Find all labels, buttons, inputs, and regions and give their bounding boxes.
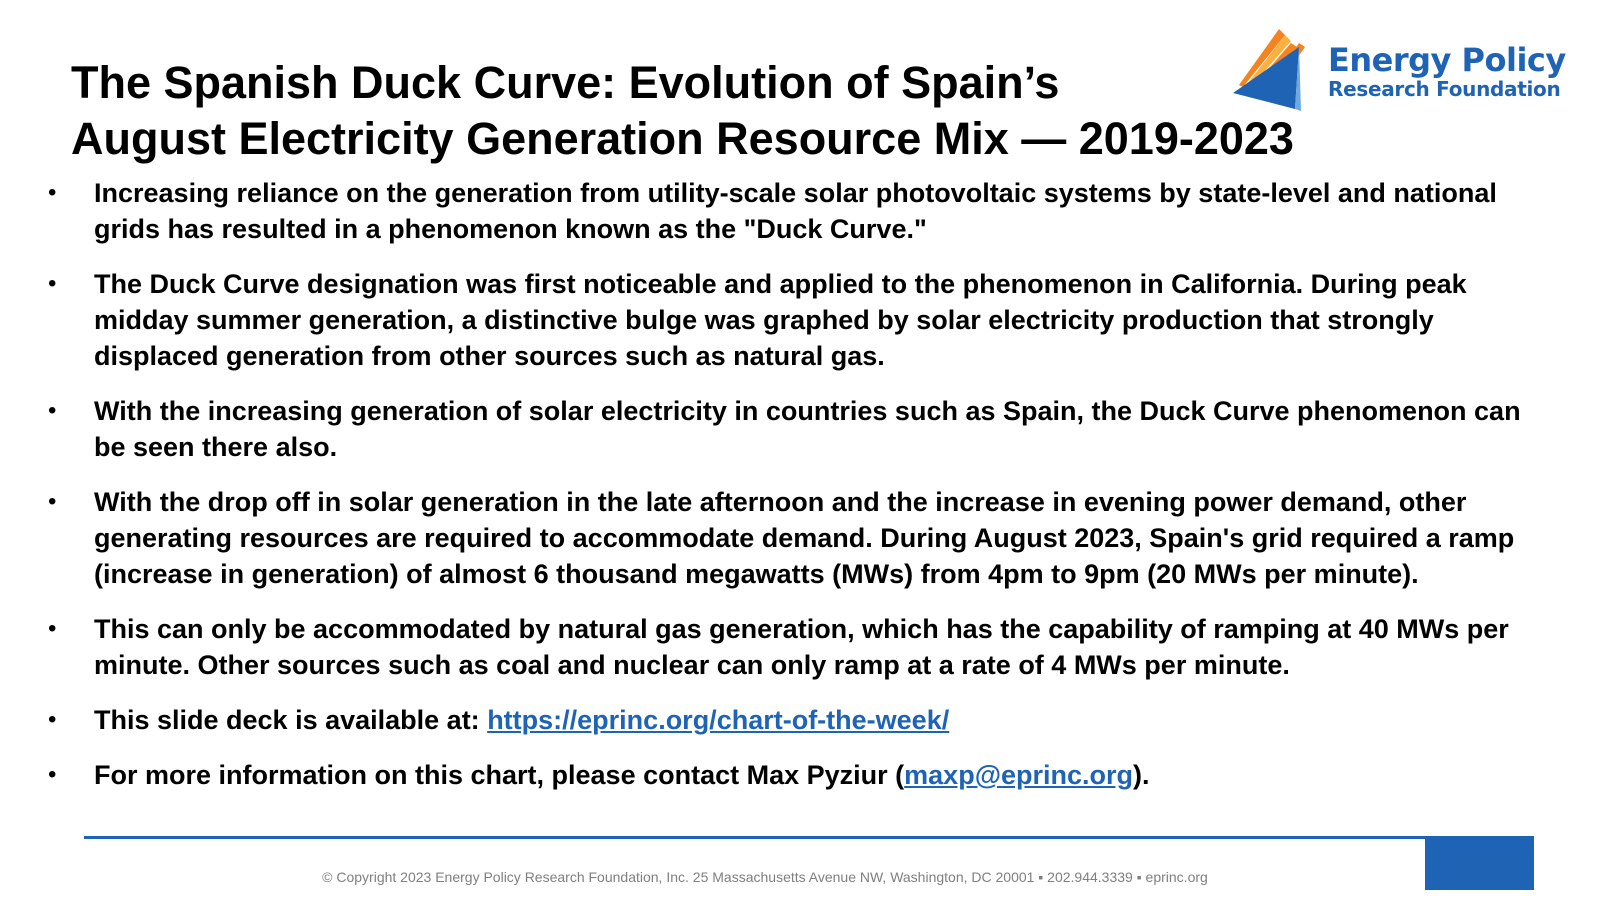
- contact-text: For more information on this chart, please contact Max Pyziur (: [94, 760, 905, 790]
- contact-email-link[interactable]: maxp@eprinc.org: [904, 760, 1134, 790]
- epirf-logo-icon: [1233, 25, 1325, 113]
- bullet-marker: •: [48, 179, 57, 206]
- logo-wordmark: [1328, 43, 1566, 101]
- bullet-marker: •: [48, 488, 57, 515]
- bullet-text: This can only be accommodated by natural gas generation, which has the capability of ramping at 40 MWs per minute. Other sources such as coal and nuclear can only ramp at a rate of 4 MWs per minute.: [94, 614, 1509, 680]
- logo-line-2: Research Foundation: [1328, 77, 1561, 101]
- footer-divider: [84, 836, 1425, 839]
- slide-title: [71, 55, 1371, 167]
- deck-text: This slide deck is available at:: [94, 705, 488, 735]
- bullet-text: Increasing reliance on the generation from utility-scale solar photovoltaic systems by state-level and national grids has resulted in a phenomenon known as the "Duck Curve.": [94, 178, 1497, 244]
- bullet-text: The Duck Curve designation was first noticeable and applied to the phenomenon in California. During peak midday summer generation, a distinctive bulge was graphed by solar electricity production that strongly displaced generation from other sources such as natural gas.: [94, 269, 1467, 371]
- contact-suffix: ).: [1133, 760, 1150, 790]
- bullet-item: [48, 484, 1558, 592]
- bullet-item: [48, 611, 1558, 683]
- title-line-1: The Spanish Duck Curve: Evolution of Spain’s: [71, 57, 1060, 108]
- deck-link[interactable]: https://eprinc.org/chart-of-the-week/: [487, 705, 950, 735]
- bullet-marker: •: [48, 706, 57, 733]
- bullet-text: With the drop off in solar generation in the late afternoon and the increase in evening power demand, other generating resources are required to accommodate demand. During August 2023, Spain's grid required a ramp (increase in generation) of almost 6 thousand megawatts (MWs) from 4pm to 9pm (20 MWs per minute).: [94, 487, 1515, 589]
- epirf-logo: [1233, 25, 1593, 115]
- bullet-item-deck: [48, 702, 1558, 738]
- bullet-marker: •: [48, 615, 57, 642]
- bullet-marker: •: [48, 397, 57, 424]
- title-line-2: August Electricity Generation Resource Mix — 2019-2023: [71, 113, 1294, 164]
- bullet-item-contact: [48, 757, 1558, 793]
- copyright-footer: © Copyright 2023 Energy Policy Research Foundation, Inc. 25 Massachusetts Avenue NW, Washington, DC 20001 ▪ 202.944.3339 ▪ eprinc.org: [322, 869, 1208, 885]
- bullet-marker: •: [48, 761, 57, 788]
- bullet-marker: •: [48, 270, 57, 297]
- bullet-item: [48, 266, 1558, 374]
- bullet-item: [48, 175, 1558, 247]
- bullet-item: [48, 393, 1558, 465]
- bullet-text: With the increasing generation of solar electricity in countries such as Spain, the Duck Curve phenomenon can be seen there also.: [94, 396, 1521, 462]
- bullet-list: [48, 175, 1558, 812]
- logo-line-1: Energy Policy: [1328, 41, 1566, 79]
